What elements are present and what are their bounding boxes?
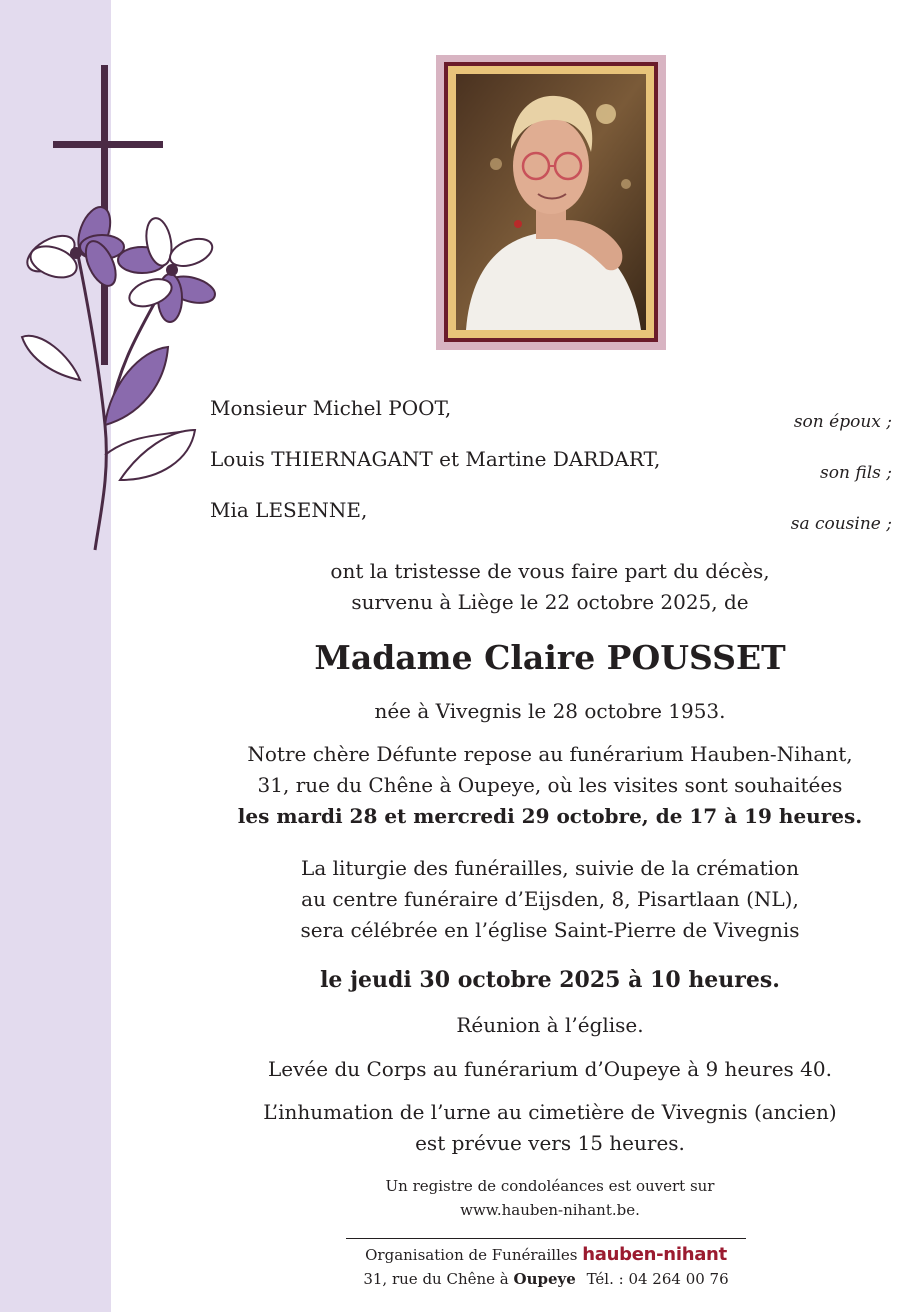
visitation-info [210, 739, 890, 832]
registry-line-1: Un registre de condoléances est ouvert sur [385, 1177, 715, 1195]
announcement [210, 556, 890, 618]
footer-address-prefix: 31, rue du Chêne à [363, 1270, 509, 1288]
deceased-name-text: Madame Claire POUSSET [314, 638, 786, 677]
footer-divider [346, 1238, 746, 1239]
announcement-line-1: ont la tristesse de vous faire part du décès, [330, 559, 770, 583]
liturgy-line-1: La liturgie des funérailles, suivie de la crémation [301, 856, 799, 880]
family-member-name: Mia LESENNE, [210, 498, 368, 522]
family-member-relation: son époux ; [793, 412, 892, 432]
family-member-name: Louis THIERNAGANT et Martine DARDART, [210, 447, 661, 471]
family-row [210, 396, 900, 447]
liturgy-line-3: sera célébrée en l’église Saint-Pierre de Vivegnis [300, 918, 800, 942]
liturgy-info [210, 853, 890, 946]
family-member-relation: sa cousine ; [790, 514, 892, 534]
birth-info [210, 696, 890, 727]
visitation-line-1: Notre chère Défunte repose au funérarium Hauben-Nihant, [247, 742, 853, 766]
registry-info [210, 1174, 890, 1222]
birth-line: née à Vivegnis le 28 octobre 1953. [374, 699, 726, 723]
deceased-name [210, 638, 890, 678]
footer-phone: Tél. : 04 264 00 76 [586, 1270, 729, 1288]
levee-info [210, 1054, 890, 1085]
footer-organisation [346, 1244, 746, 1265]
cross-with-violet-flowers-icon [0, 55, 240, 565]
family-row [210, 498, 900, 549]
footer-org-prefix: Organisation de Funérailles [365, 1246, 578, 1264]
liturgy-line-2: au centre funéraire d’Eijsden, 8, Pisartlaan (NL), [301, 887, 799, 911]
announcement-line-2: survenu à Liège le 22 octobre 2025, de [351, 590, 749, 614]
family-list [210, 396, 900, 549]
family-member-name: Monsieur Michel POOT, [210, 396, 452, 420]
portrait-frame [436, 55, 666, 350]
inhumation-info [210, 1097, 890, 1159]
gathering-info [210, 1010, 890, 1041]
registry-link[interactable]: www.hauben-nihant.be. [460, 1201, 640, 1219]
ceremony-date-text: le jeudi 30 octobre 2025 à 10 heures. [320, 967, 780, 993]
family-member-relation: son fils ; [820, 463, 892, 483]
visitation-line-2: 31, rue du Chêne à Oupeye, où les visites sont souhaitées [257, 773, 843, 797]
inhumation-line-1: L’inhumation de l’urne au cimetière de Vivegnis (ancien) [263, 1100, 837, 1124]
gathering-text: Réunion à l’église. [456, 1013, 644, 1037]
visitation-dates: les mardi 28 et mercredi 29 octobre, de 17 à 19 heures. [237, 804, 863, 828]
footer-address [346, 1270, 746, 1288]
ceremony-date [210, 965, 890, 995]
footer-town: Oupeye [513, 1270, 576, 1288]
family-row [210, 447, 900, 498]
portrait-photo [456, 74, 646, 330]
inhumation-line-2: est prévue vers 15 heures. [415, 1131, 685, 1155]
brand-logo: hauben-nihant [582, 1244, 727, 1265]
levee-text: Levée du Corps au funérarium d’Oupeye à 9 heures 40. [268, 1057, 832, 1081]
